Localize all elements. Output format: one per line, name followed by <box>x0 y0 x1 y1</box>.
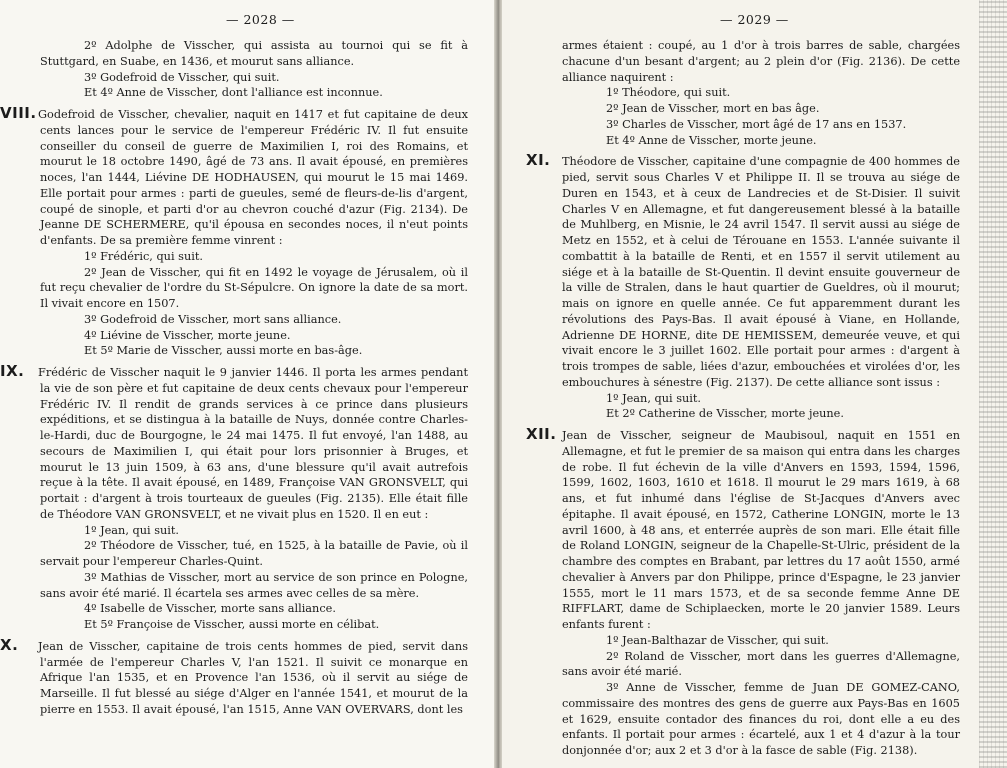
page-number-left: — 2028 — <box>226 12 295 27</box>
paragraph: 2º Adolphe de Visscher, qui assista au tournoi qui se fit à Stuttgard, en Suabe, en 1436, et mourut sans alliance. <box>40 39 468 68</box>
scan-edge-artifact <box>979 0 1007 768</box>
paragraph: 3º Godefroid de Visscher, qui suit. <box>84 70 280 84</box>
paragraph: 2º Théodore de Visscher, tué, en 1525, à la bataille de Pavie, où il servait pour l'empereur Charles-Quint. <box>40 539 468 568</box>
paragraph: 1º Jean, qui suit. <box>84 523 180 537</box>
paragraph: 3º Mathias de Visscher, mort au service de son prince en Pologne, sans avoir été marié. Il écartela ses armes avec celles de sa mère. <box>40 570 468 600</box>
entry-text: Godefroid de Visscher, chevalier, naquit en 1417 et fut capitaine de deux cents lances pour le service de l'empereur Frédéric IV. Il fut ensuite conseiller du conseil de guerre de Maximilien I, roi des Romains, et mourut le 18 octobre 1490, âgé de 73 ans. Il avait épousé, en premières noces, l'an 1444, Liévine DE HODHAUSEN, qui mourut le 15 mai 1469. Elle portait pour armes : parti de gueules, semé de fleurs-de-lis d'argent, coupé de sinople, et parti d'or au chevron couché d'azur (Fig. 2134). De Jeanne DE SCHERMERE, qu'il épousa en secondes noces, il n'eut points d'enfants. De sa première femme vinrent : <box>38 108 468 247</box>
generation-numeral: IX. <box>0 362 25 380</box>
paragraph: 3º Charles de Visscher, mort âgé de 17 ans en 1537. <box>606 117 907 131</box>
entry-text: Jean de Visscher, seigneur de Maubisoul, naquit en 1551 en Allemagne, et fut le premier de sa maison qui entra dans les charges de robe. Il fut échevin de la ville d'Anvers en 1593, 1594, 1596, 1599, 1602, 1603, 1610 et 1618. Il mourut le 29 mars 1619, à 68 ans, et fut inhumé dans l'église de St-Jacques d'Anvers avec épitaphe. Il avait épousé, en 1572, Catherine LONGIN, morte le 13 avril 1600, à 48 ans, et enterrée auprès de son mari. Elle était fille de Roland LONGIN, seigneur de la Chapelle-St-Ulric, président de la chambre des comptes en Brabant, par lettres du 17 août 1550, armé chevalier à Anvers par don Philippe, prince d'Espagne, le 23 janvier 1555, mort le 11 mars 1573, et de sa seconde femme Anne DE RIFFLART, dame de Schiplaecken, morte le 20 janvier 1589. Leurs enfants furent : <box>562 429 960 631</box>
genealogy-entry <box>526 151 960 390</box>
entry-text: Frédéric de Visscher naquit le 9 janvier 1446. Il porta les armes pendant la vie de son père et fut capitaine de deux cents chevaux pour l'empereur Frédéric IV. Il rendit de grands services à ce prince dans plusieurs expéditions, et se distingua à la bataille de Nuys, donnée contre Charles-le-Hardi, duc de Bourgogne, le 24 mai 1475. Il fut envoyé, l'an 1488, au secours de Maximilien I, qui était pour lors prisonnier à Bruges, et mourut le 13 juin 1509, à 63 ans, d'une blessure qu'il avait autrefois reçue à la tête. Il avait épousé, en 1489, Françoise VAN GRONSVELT, qui portait : d'argent à trois tourteaux de gueules (Fig. 2135). Elle était fille de Théodore VAN GRONSVELT, et ne vivait plus en 1520. Il en eut : <box>38 366 468 521</box>
paragraph: 2º Jean de Visscher, mort en bas âge. <box>606 102 820 115</box>
genealogy-entry <box>0 362 468 523</box>
paragraph: Et 5º Marie de Visscher, aussi morte en bas-âge. <box>84 344 363 358</box>
paragraph: 3º Anne de Visscher, femme de Juan DE GOMEZ-CANO, commissaire des montres des gens de guerre aux Pays-Bas en 1605 et 1629, ensuite contador des finances du roi, dont elle a eu des enfants. Il portait pour armes : écartelé, aux 1 et 4 d'azur à la tour donjonnée d'or; aux 2 et 3 d'or à la fasce de sable (Fig. 2138). <box>562 681 960 757</box>
paragraph: armes étaient : coupé, au 1 d'or à trois barres de sable, chargées chacune d'un besant d'argent; au 2 plein d'or (Fig. 2136). De cette alliance naquirent : <box>562 39 960 84</box>
paragraph: 3º Godefroid de Visscher, mort sans alliance. <box>84 312 342 326</box>
paragraph: 1º Jean-Balthazar de Visscher, qui suit. <box>606 633 829 647</box>
left-text-block <box>0 38 468 718</box>
right-page <box>502 0 1007 768</box>
generation-numeral: VIII. <box>0 104 37 122</box>
paragraph: Et 4º Anne de Visscher, morte jeune. <box>606 133 817 147</box>
left-page <box>0 0 496 768</box>
right-text-block <box>526 38 960 759</box>
page-number-right: — 2029 — <box>720 12 789 27</box>
genealogy-entry <box>0 635 468 718</box>
paragraph: 1º Jean, qui suit. <box>606 391 702 405</box>
paragraph: 1º Théodore, qui suit. <box>606 86 731 100</box>
paragraph: 4º Isabelle de Visscher, morte sans alliance. <box>84 602 336 616</box>
genealogy-entry <box>0 104 468 249</box>
generation-numeral: XII. <box>526 425 557 443</box>
generation-numeral: X. <box>0 635 19 654</box>
paragraph: 2º Roland de Visscher, mort dans les guerres d'Allemagne, sans avoir été marié. <box>562 649 960 679</box>
paragraph: 4º Liévine de Visscher, morte jeune. <box>84 328 291 342</box>
paragraph: Et 5º Françoise de Visscher, aussi morte en célibat. <box>84 618 380 631</box>
generation-numeral: XI. <box>526 151 551 170</box>
paragraph: Et 4º Anne de Visscher, dont l'alliance est inconnue. <box>84 86 383 100</box>
paragraph: 2º Jean de Visscher, qui fit en 1492 le voyage de Jérusalem, où il fut reçu chevalier de l'ordre du St-Sépulcre. On ignore la date de sa mort. Il vivait encore en 1507. <box>40 265 468 310</box>
entry-text: Théodore de Visscher, capitaine d'une compagnie de 400 hommes de pied, servit sous Charles V et Philippe II. Il se trouva au siége de Duren en 1543, et à ceux de Landrecies et de St-Disier. Il suivit Charles V en Allemagne, et fut dangereusement blessé à la bataille de Muhlberg, en Misnie, le 24 avril 1547. Il servit aussi au siége de Metz en 1552, et à celui de Térouane en 1553. L'année suivante il combattit à la bataille de Renti, et en 1557 il servit utilement au siége et à la bataille de St-Quentin. Il devint ensuite gouverneur de la ville de Stralen, dans le haut quartier de Gueldres, où il mourut; mais on ignore en quelle année. Ce fut apparemment durant les révolutions des Pays-Bas. Il avait épousé à Viane, en Hollande, Adrienne DE HORNE, dite DE HEMISSEM, demeurée veuve, et qui vivait encore le 3 juillet 1602. Elle portait pour armes : d'argent à trois trompes de sable, liées d'azur, embouchées et virolées d'or, les embouchures à sénestre (Fig. 2137). De cette alliance sont issus : <box>562 155 960 389</box>
genealogy-entry <box>526 425 960 633</box>
paragraph: 1º Frédéric, qui suit. <box>84 249 203 263</box>
entry-text: Jean de Visscher, capitaine de trois cents hommes de pied, servit dans l'armée de l'empereur Charles V, l'an 1521. Il suivit ce monarque en Afrique l'an 1535, et en Provence l'an 1536, où il servit au siége de Marseille. Il fut blessé au siége d'Alger en l'année 1541, et mourut de la pierre en 1553. Il avait épousé, l'an 1515, Anne VAN OVERVARS, dont les <box>38 639 468 716</box>
paragraph: Et 2º Catherine de Visscher, morte jeune. <box>606 407 844 421</box>
